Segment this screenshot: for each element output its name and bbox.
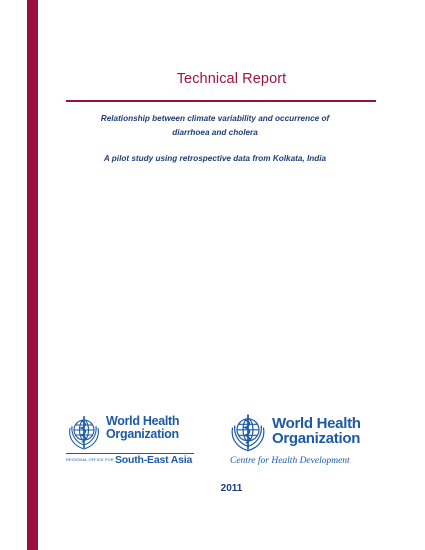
title-divider — [66, 100, 376, 102]
org-name: World Health Organization — [106, 414, 180, 441]
region-name: South-East Asia — [115, 454, 193, 466]
publication-year: 2011 — [220, 483, 243, 494]
report-title: Technical Report — [176, 71, 287, 87]
left-accent-bar — [27, 0, 38, 550]
who-emblem-icon — [226, 410, 270, 454]
who-chd-logo — [226, 410, 372, 470]
report-study-description: A pilot study using retrospective data from Kolkata, India — [103, 154, 327, 163]
report-subtitle — [60, 112, 370, 140]
who-searo-logo — [64, 410, 196, 470]
subtitle-line-1: Relationship between climate variability and occurrence of — [100, 114, 330, 123]
regional-office-label: REGIONAL OFFICE FOR — [66, 457, 114, 462]
org-name: World Health Organization — [272, 415, 361, 447]
who-emblem-icon — [64, 412, 104, 452]
subtitle-line-2: diarrhoea and cholera — [172, 128, 258, 137]
centre-name: Centre for Health Development — [230, 456, 350, 466]
